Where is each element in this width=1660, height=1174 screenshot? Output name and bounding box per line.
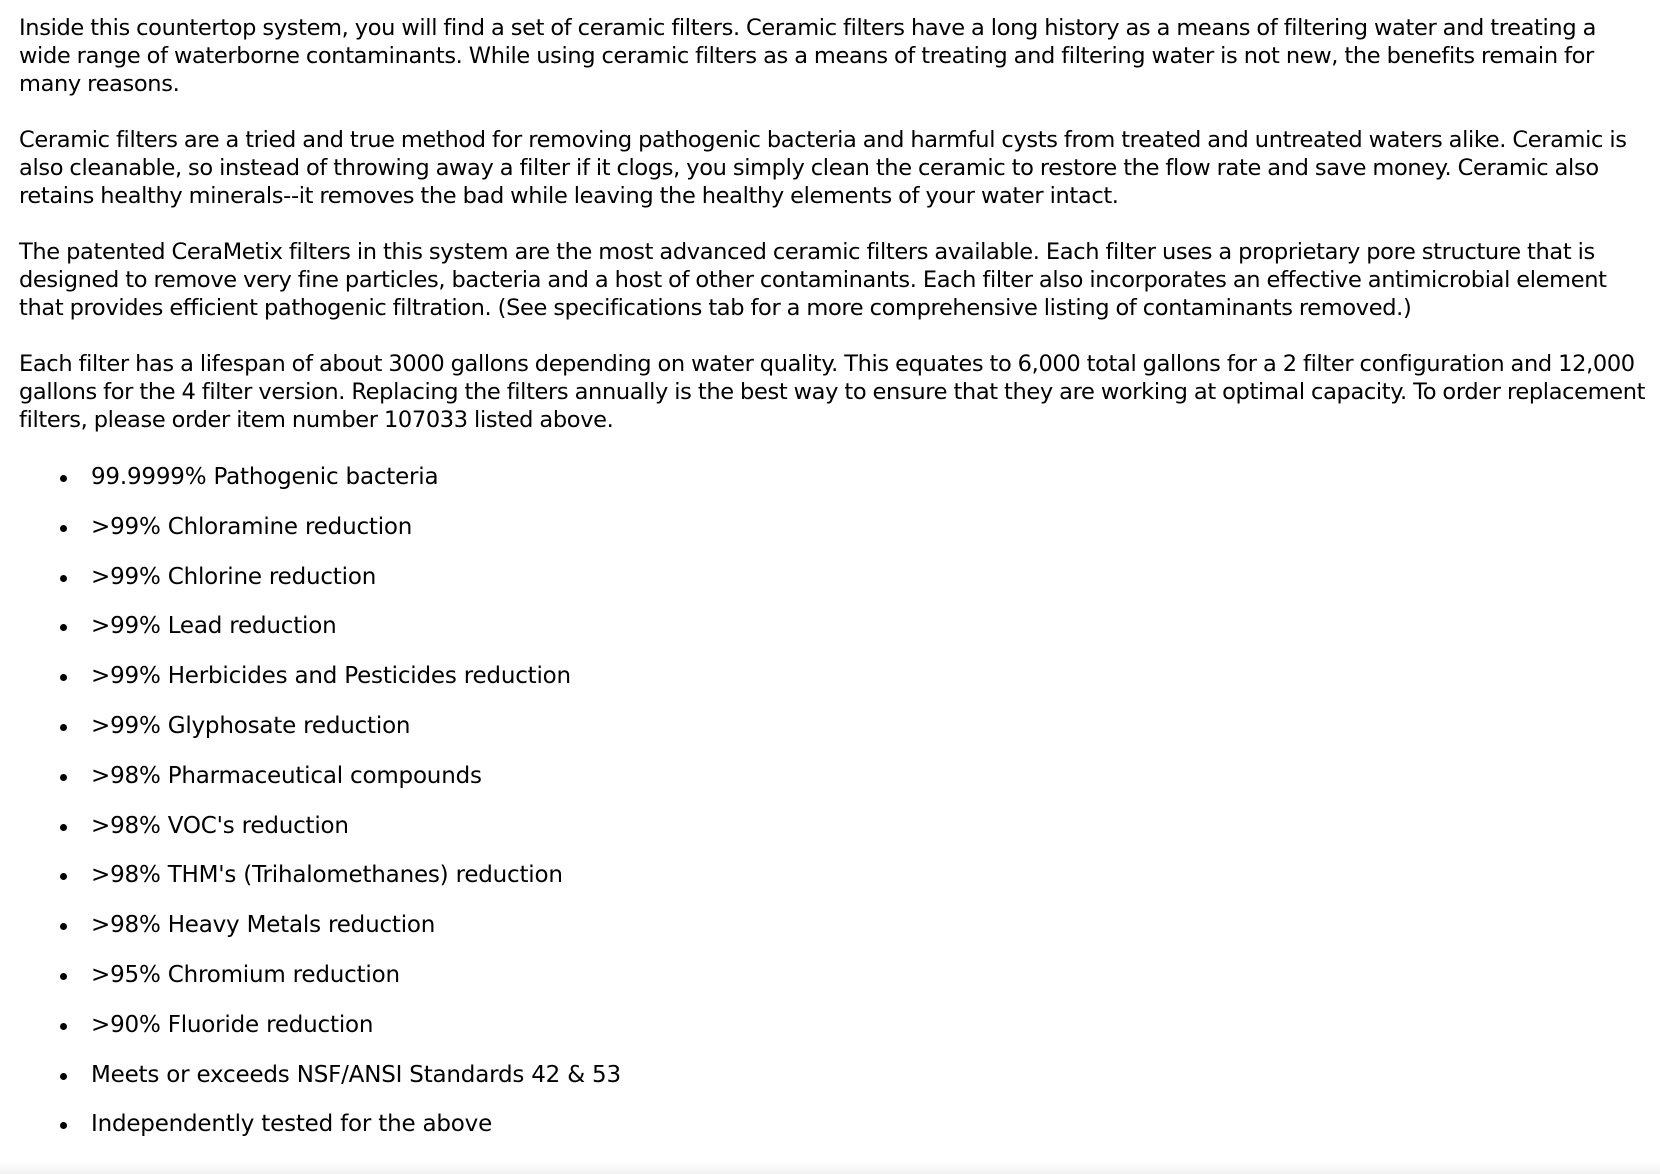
list-item (19, 711, 1649, 761)
bullet-icon (60, 923, 67, 930)
bullet-icon (60, 624, 67, 631)
list-item-text: >99% Herbicides and Pesticides reduction (91, 663, 571, 690)
list-item-text: >98% Pharmaceutical compounds (91, 762, 482, 789)
list-item (19, 811, 1649, 861)
contaminant-reduction-list (19, 462, 1649, 1159)
list-item-text: 99.9999% Pathogenic bacteria (91, 464, 439, 490)
list-item-text: >98% VOC's reduction (91, 812, 349, 839)
list-item-text: >99% Lead reduction (91, 613, 337, 640)
bullet-icon (60, 1023, 67, 1030)
list-item-text: >98% Heavy Metals reduction (91, 912, 436, 939)
paragraph-benefits: Ceramic filters are a tried and true method for removing pathogenic bacteria and harmful cysts from treated and untreated waters alike. Ceramic is also cleanable, so instead of throwing away a filter if it clogs, you simply clean the ceramic to restore the flow rate and save money. Ceramic also retains healthy minerals--it removes the bad while leaving the healthy elements of your water intact. (19, 127, 1627, 209)
list-item-text: >99% Chlorine reduction (91, 563, 377, 590)
list-item-text: >99% Chloramine reduction (91, 513, 413, 540)
list-item (19, 860, 1649, 910)
bottom-fade (0, 1162, 1660, 1174)
bullet-icon (60, 873, 67, 880)
bullet-icon (60, 1073, 67, 1080)
bullet-icon (60, 525, 67, 532)
paragraph-lifespan: Each filter has a lifespan of about 3000 gallons depending on water quality. This equates to 6,000 total gallons for a 2 filter configuration and 12,000 gallons for the 4 filter version. Replacing the filters annually is the best way to ensure that they are working at optimal capacity. To order replacement filters, please order item number 107033 listed above. (19, 351, 1646, 433)
bullet-icon (60, 674, 67, 681)
list-item (19, 761, 1649, 811)
list-item (19, 1109, 1649, 1159)
list-item (19, 960, 1649, 1010)
list-item (19, 512, 1649, 562)
bullet-icon (60, 575, 67, 582)
list-item (19, 562, 1649, 612)
bullet-icon (60, 774, 67, 781)
paragraph-intro: Inside this countertop system, you will find a set of ceramic filters. Ceramic filters have a long history as a means of filtering water and treating a wide range of waterborne contaminants. While using ceramic filters as a means of treating and filtering water is not new, the benefits remain for many reasons. (19, 15, 1597, 97)
bullet-icon (60, 973, 67, 980)
list-item (19, 1060, 1649, 1110)
list-item-text: >98% THM's (Trihalomethanes) reduction (91, 862, 563, 889)
list-item-text: >95% Chromium reduction (91, 961, 400, 988)
list-item (19, 910, 1649, 960)
list-item (19, 462, 1649, 512)
list-item-text: >90% Fluoride reduction (91, 1011, 374, 1038)
list-item-text: Meets or exceeds NSF/ANSI Standards 42 & 53 (91, 1061, 621, 1088)
bullet-icon (60, 724, 67, 731)
list-item (19, 661, 1649, 711)
bullet-icon (60, 475, 67, 482)
paragraph-cerametix: The patented CeraMetix filters in this system are the most advanced ceramic filters available. Each filter uses a proprietary pore structure that is designed to remove very fine particles, bacteria and a host of other contaminants. Each filter also incorporates an effective antimicrobial element that provides efficient pathogenic filtration. (See specifications tab for a more comprehensive listing of contaminants removed.) (19, 239, 1607, 321)
bullet-icon (60, 1122, 67, 1129)
bullet-icon (60, 824, 67, 831)
list-item (19, 1010, 1649, 1060)
list-item-text: >99% Glyphosate reduction (91, 712, 411, 739)
product-description (19, 14, 1649, 1159)
list-item (19, 611, 1649, 661)
list-item-text: Independently tested for the above (91, 1111, 493, 1138)
